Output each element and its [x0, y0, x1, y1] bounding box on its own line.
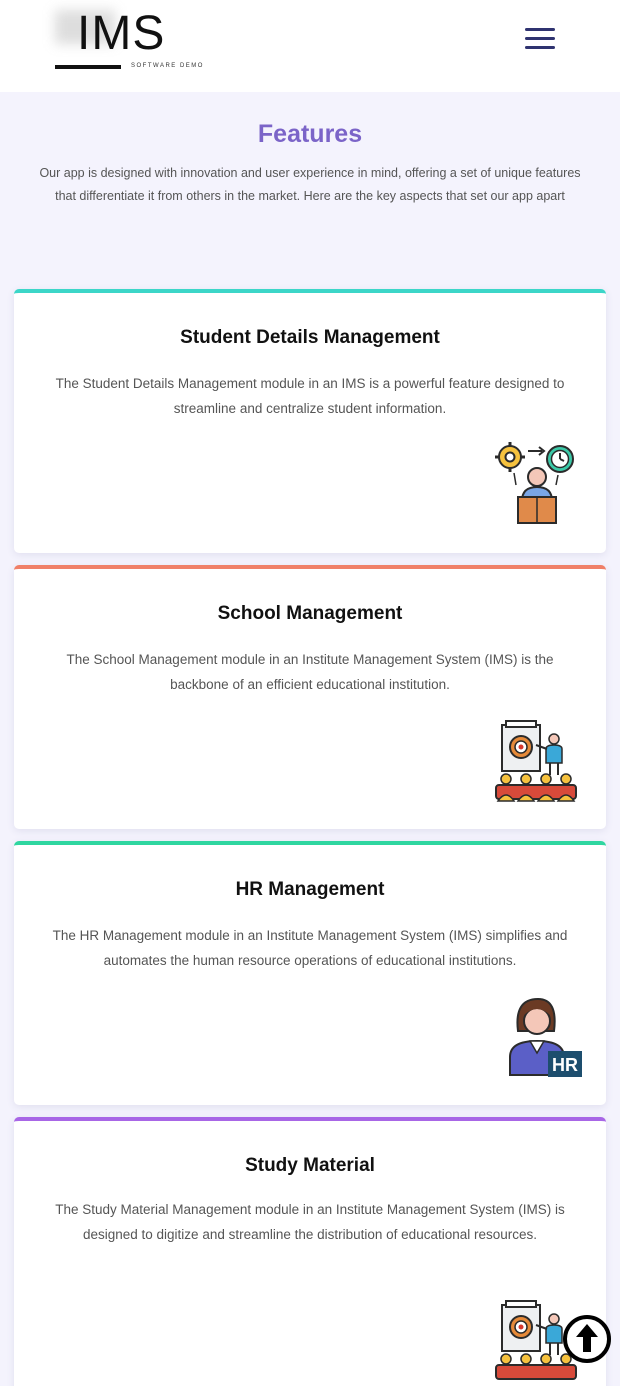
card-description: The Student Details Management module in an IMS is a powerful feature designed to streamline and centralize student information.: [55, 376, 565, 416]
feature-card-hr-management[interactable]: [14, 841, 606, 1105]
card-description: The HR Management module in an Institute Management System (IMS) simplifies and automates the human resource operations of educational institutions.: [52, 928, 568, 968]
student-management-icon: [492, 439, 582, 529]
logo[interactable]: [55, 7, 215, 74]
hamburger-menu-icon[interactable]: [522, 28, 558, 54]
card-title: Study Material: [245, 1155, 375, 1176]
header: [0, 0, 620, 92]
logo-underline: [55, 65, 121, 69]
hr-icon: [492, 991, 582, 1081]
card-title: Student Details Management: [180, 327, 440, 348]
card-description: The Study Material Management module in an Institute Management System (IMS) is designed to digitize and streamline the distribution of educational resources.: [55, 1202, 565, 1242]
logo-subtitle: SOFTWARE DEMO: [131, 63, 204, 69]
features-description: Our app is designed with innovation and user experience in mind, offering a set of unique features that differentiate it from others in the market. Here are the key aspects that set our app apart: [39, 166, 581, 203]
features-title: Features: [257, 120, 363, 148]
card-title: School Management: [217, 603, 403, 624]
feature-card-student-details[interactable]: [14, 289, 606, 553]
card-description: The School Management module in an Institute Management System (IMS) is the backbone of an efficient educational institution.: [66, 652, 554, 692]
svg-text:HR: HR: [552, 1055, 578, 1075]
logo-text: IMS: [77, 7, 166, 60]
arrow-up-icon[interactable]: [562, 1314, 612, 1364]
feature-card-school-management[interactable]: [14, 565, 606, 829]
feature-card-study-material[interactable]: [14, 1117, 606, 1386]
card-title: HR Management: [235, 879, 385, 900]
presentation-icon: [492, 715, 582, 805]
